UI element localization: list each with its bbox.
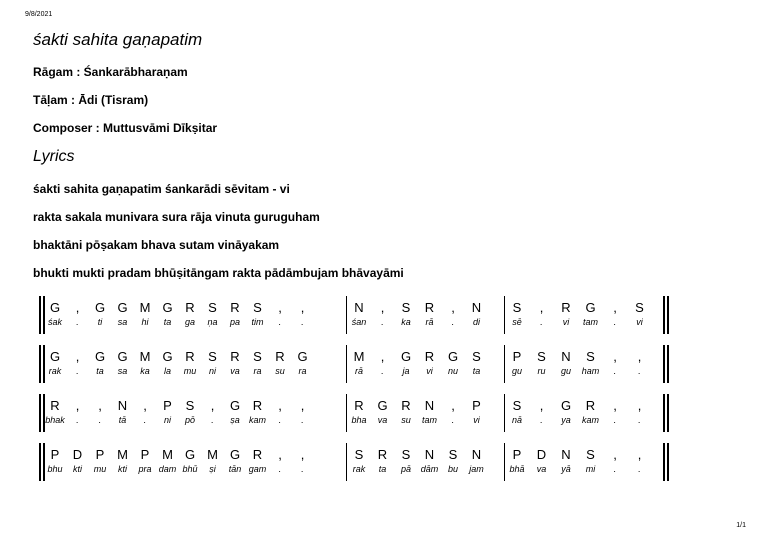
- syllable: bhū: [182, 464, 198, 474]
- swara: R: [252, 398, 263, 413]
- swara: D: [536, 447, 547, 462]
- syllable: ni: [208, 366, 216, 376]
- syllable: ta: [163, 317, 172, 327]
- syllable: tān: [228, 464, 242, 474]
- swara: M: [353, 349, 365, 364]
- swara: ,: [278, 398, 282, 413]
- syllable: .: [301, 415, 304, 425]
- swara: S: [401, 447, 411, 462]
- swara: G: [94, 300, 106, 315]
- swara: G: [229, 398, 241, 413]
- swara: P: [140, 447, 150, 462]
- swara: G: [229, 447, 241, 462]
- swara: G: [377, 398, 388, 413]
- swara: S: [185, 398, 195, 413]
- syllable: pō: [184, 415, 195, 425]
- swara: R: [424, 300, 435, 315]
- swara: S: [635, 300, 644, 315]
- swara: S: [401, 300, 411, 315]
- swara: N: [561, 447, 571, 462]
- swara: ,: [380, 349, 385, 364]
- syllable: bhak: [45, 415, 65, 425]
- swara: N: [424, 447, 435, 462]
- syllable: ya: [561, 415, 571, 425]
- syllable: kam: [581, 415, 599, 425]
- syllable: mu: [93, 464, 107, 474]
- swara: R: [401, 398, 411, 413]
- lyric-line: bhukti mukti pradam bhūṣitāngam rakta pādāmbujam bhāvayāmi: [33, 266, 404, 280]
- syllable: bha: [351, 415, 367, 425]
- syllable: ṇa: [207, 317, 218, 327]
- syllable: pā: [400, 464, 411, 474]
- syllable: vi: [636, 317, 643, 327]
- syllable: sa: [117, 317, 128, 327]
- syllable: ta: [378, 464, 387, 474]
- swara: R: [230, 300, 240, 315]
- swara: R: [185, 349, 195, 364]
- syllable: bhā: [509, 464, 525, 474]
- swara: G: [585, 300, 596, 315]
- syllable: ka: [401, 317, 411, 327]
- syllable: mi: [585, 464, 596, 474]
- bar-line: [39, 443, 41, 481]
- syllable: rak: [48, 366, 62, 376]
- swara: ,: [300, 300, 305, 315]
- syllable: pra: [138, 464, 152, 474]
- swara: ,: [613, 398, 617, 413]
- syllable: ṣa: [230, 415, 240, 425]
- swara: P: [95, 447, 105, 462]
- syllable: .: [540, 317, 543, 327]
- syllable: la: [163, 366, 171, 376]
- lyric-line: rakta sakala munivara sura rāja vinuta guruguham: [33, 210, 320, 224]
- syllable: hi: [141, 317, 149, 327]
- syllable: kti: [73, 464, 82, 474]
- syllable: rā: [425, 317, 434, 327]
- syllable: dām: [420, 464, 439, 474]
- bar-line: [346, 443, 347, 481]
- syllable: tā: [118, 415, 127, 425]
- syllable: su: [401, 415, 411, 425]
- syllable: dam: [158, 464, 177, 474]
- syllable: .: [638, 366, 641, 376]
- bar-line: [504, 394, 505, 432]
- syllable: vi: [473, 415, 480, 425]
- syllable: .: [381, 317, 384, 327]
- swara: ,: [451, 300, 455, 315]
- syllable: nā: [511, 415, 522, 425]
- swara: ,: [300, 398, 305, 413]
- swara: ,: [637, 349, 642, 364]
- swara: N: [117, 398, 128, 413]
- syllable: ga: [184, 317, 195, 327]
- syllable: sa: [117, 366, 128, 376]
- swara: G: [117, 300, 128, 315]
- swara: ,: [98, 398, 102, 413]
- swara: S: [253, 349, 262, 364]
- swara: N: [561, 349, 571, 364]
- syllable: ṣi: [209, 464, 216, 474]
- syllable: .: [98, 415, 102, 425]
- swara: G: [162, 300, 173, 315]
- bar-line: [504, 345, 505, 383]
- swara: G: [49, 300, 61, 315]
- swara: M: [139, 349, 151, 364]
- swara: ,: [210, 398, 215, 413]
- swara: M: [117, 447, 128, 462]
- syllable: kam: [248, 415, 266, 425]
- swara: ,: [75, 398, 80, 413]
- notation-row: [0, 345, 768, 389]
- bar-line: [663, 394, 665, 432]
- lyric-line: śakti sahita gaṇapatim śankarādi sēvitam - vi: [33, 182, 290, 196]
- syllable: pa: [229, 317, 240, 327]
- syllable: gu: [511, 366, 522, 376]
- swara: N: [471, 447, 482, 462]
- syllable: .: [638, 464, 641, 474]
- syllable: śak: [47, 317, 62, 327]
- swara: G: [297, 349, 308, 364]
- syllable: vi: [562, 317, 570, 327]
- swara: ,: [75, 349, 80, 364]
- swara: ,: [613, 300, 617, 315]
- print-date: 9/8/2021: [25, 11, 53, 18]
- swara: ,: [380, 300, 385, 315]
- bar-line: [663, 345, 665, 383]
- swara: ,: [539, 398, 544, 413]
- swara: G: [49, 349, 61, 364]
- syllable: va: [377, 415, 388, 425]
- lyrics-heading: Lyrics: [33, 148, 75, 165]
- syllable: yā: [561, 464, 571, 474]
- swara: ,: [451, 398, 455, 413]
- swara: S: [253, 300, 262, 315]
- syllable: su: [275, 366, 285, 376]
- syllable: ra: [253, 366, 262, 376]
- swara: R: [275, 349, 285, 364]
- syllable: nu: [447, 366, 458, 376]
- bar-line: [667, 443, 669, 481]
- syllable: ja: [402, 366, 410, 376]
- swara: R: [230, 349, 240, 364]
- swara: ,: [143, 398, 147, 413]
- swara: ,: [278, 300, 282, 315]
- bar-line: [663, 296, 665, 334]
- syllable: jam: [469, 464, 484, 474]
- swara: S: [512, 300, 522, 315]
- swara: N: [354, 300, 364, 315]
- swara: ,: [613, 349, 617, 364]
- swara: S: [448, 447, 458, 462]
- swara: G: [117, 349, 128, 364]
- syllable: .: [613, 415, 617, 425]
- syllable: vi: [426, 366, 433, 376]
- bar-line: [39, 296, 41, 334]
- syllable: va: [230, 366, 240, 376]
- syllable: .: [540, 415, 543, 425]
- swara: P: [163, 398, 172, 413]
- syllable: tim: [251, 317, 264, 327]
- swara: ,: [637, 447, 642, 462]
- syllable: .: [638, 415, 641, 425]
- syllable: .: [76, 366, 79, 376]
- swara: R: [585, 398, 596, 413]
- swara: N: [424, 398, 435, 413]
- swara: R: [50, 398, 60, 413]
- syllable: rak: [352, 464, 366, 474]
- swara: R: [561, 300, 571, 315]
- bar-line: [667, 394, 669, 432]
- swara: S: [208, 300, 217, 315]
- syllable: tam: [421, 415, 437, 425]
- swara: M: [162, 447, 173, 462]
- swara: P: [512, 447, 522, 462]
- swara: S: [537, 349, 546, 364]
- talam-line: Tāḷam : Ādi (Tisram): [33, 93, 149, 107]
- swara: ,: [539, 300, 544, 315]
- bar-line: [667, 296, 669, 334]
- syllable: ta: [472, 366, 481, 376]
- swara: ,: [637, 398, 642, 413]
- swara: ,: [278, 447, 282, 462]
- bar-line: [39, 394, 41, 432]
- syllable: .: [381, 366, 384, 376]
- syllable: di: [472, 317, 480, 327]
- syllable: .: [613, 366, 617, 376]
- swara: S: [472, 349, 481, 364]
- syllable: śan: [351, 317, 367, 327]
- syllable: gam: [248, 464, 267, 474]
- syllable: rā: [354, 366, 363, 376]
- syllable: .: [451, 415, 455, 425]
- bar-line: [346, 345, 347, 383]
- notation-row: [0, 443, 768, 487]
- syllable: .: [278, 317, 282, 327]
- syllable: va: [536, 464, 547, 474]
- swara: S: [586, 349, 595, 364]
- bar-line: [663, 443, 665, 481]
- syllable: .: [76, 415, 79, 425]
- syllable: ra: [298, 366, 307, 376]
- syllable: .: [143, 415, 147, 425]
- swara: P: [512, 349, 522, 364]
- swara: R: [252, 447, 263, 462]
- syllable: kti: [118, 464, 127, 474]
- swara: P: [472, 398, 481, 413]
- swara: G: [162, 349, 173, 364]
- syllable: gu: [560, 366, 571, 376]
- swara: S: [586, 447, 595, 462]
- syllable: .: [451, 317, 455, 327]
- syllable: tam: [582, 317, 598, 327]
- syllable: bhu: [47, 464, 63, 474]
- bar-line: [346, 296, 347, 334]
- swara: R: [354, 398, 364, 413]
- swara: ,: [613, 447, 617, 462]
- syllable: .: [278, 464, 282, 474]
- syllable: .: [301, 317, 304, 327]
- syllable: .: [278, 415, 282, 425]
- swara: S: [208, 349, 217, 364]
- swara: D: [72, 447, 83, 462]
- swara: ,: [300, 447, 305, 462]
- lyric-line: bhaktāni pōṣakam bhava sutam vināyakam: [33, 238, 280, 252]
- syllable: ham: [581, 366, 600, 376]
- syllable: mu: [183, 366, 197, 376]
- swara: G: [94, 349, 106, 364]
- swara: R: [185, 300, 195, 315]
- song-title: śakti sahita gaṇapatim: [33, 30, 203, 49]
- swara: G: [447, 349, 459, 364]
- syllable: sē: [512, 317, 522, 327]
- syllable: bu: [447, 464, 458, 474]
- swara: P: [50, 447, 60, 462]
- swara: G: [184, 447, 196, 462]
- swara: R: [424, 349, 435, 364]
- bar-line: [346, 394, 347, 432]
- bar-line: [504, 296, 505, 334]
- syllable: .: [301, 464, 304, 474]
- syllable: ti: [97, 317, 103, 327]
- page-number: 1/1: [736, 522, 746, 529]
- swara: M: [139, 300, 151, 315]
- syllable: .: [613, 464, 617, 474]
- ragam-line: Rāgam : Śankarābharaṇam: [33, 65, 188, 79]
- syllable: ta: [96, 366, 104, 376]
- bar-line: [504, 443, 505, 481]
- syllable: ru: [537, 366, 546, 376]
- swara: G: [560, 398, 572, 413]
- notation-row: [0, 394, 768, 438]
- bar-line: [667, 345, 669, 383]
- swara: N: [471, 300, 482, 315]
- swara: ,: [75, 300, 80, 315]
- syllable: ka: [140, 366, 150, 376]
- syllable: .: [76, 317, 79, 327]
- syllable: .: [613, 317, 617, 327]
- swara: S: [512, 398, 522, 413]
- swara: R: [377, 447, 388, 462]
- syllable: .: [211, 415, 214, 425]
- swara: G: [400, 349, 412, 364]
- notation-row: [0, 296, 768, 340]
- bar-line: [39, 345, 41, 383]
- swara: M: [207, 447, 218, 462]
- syllable: ni: [163, 415, 171, 425]
- composer-line: Composer : Muttusvāmi Dīkṣitar: [33, 121, 218, 135]
- swara: S: [354, 447, 364, 462]
